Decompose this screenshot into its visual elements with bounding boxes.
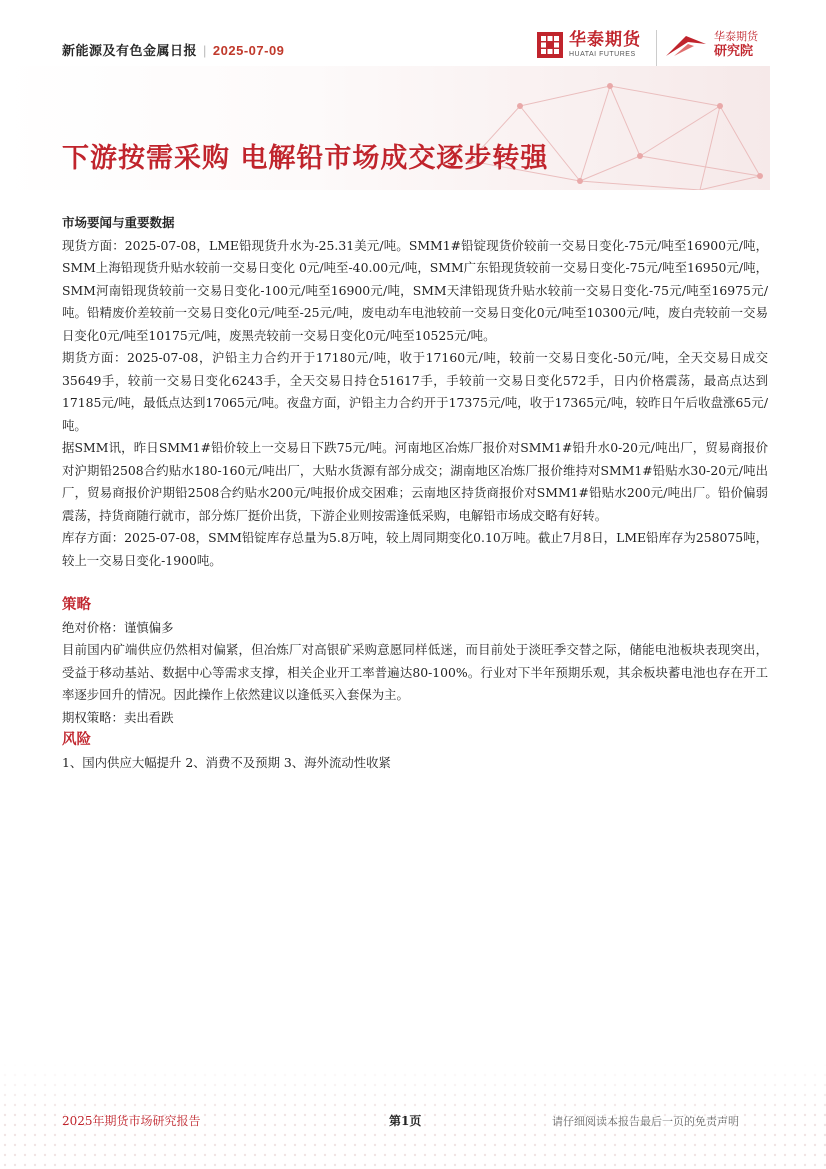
market-news-heading: 市场要闻与重要数据 xyxy=(62,215,175,230)
smm-paragraph: 据SMM讯，昨日SMM1#铅价较上一交易日下跌75元/吨。河南地区冶炼厂报价对SMM1#铅升水0-20元/吨出厂，贸易商报价对沪期铅2508合约贴水180-160元/吨出厂，大贴水货源有部分成交；湖南地区冶炼厂报价维持对SMM1#铅贴水30-20元/吨出厂，贸易商报价沪期铅2508合约贴水200元/吨报价成交困难；云南地区持货商报价对SMM1#铅贴水200元/吨出厂。铅价偏弱震荡，持货商随行就市，部分炼厂挺价出货，下游企业则按需逢低采购，电解铅市场成交略有好转。 xyxy=(62,440,768,523)
report-name: 新能源及有色金属日报 xyxy=(62,43,198,58)
header-separator: | xyxy=(203,43,207,58)
page-number: 第1页 xyxy=(389,1114,422,1128)
disclaimer-note: 请仔细阅读本报告最后一页的免责声明 xyxy=(552,1115,739,1128)
spot-paragraph: 现货方面：2025-07-08，LME铅现货升水为-25.31美元/吨。SMM1#铅锭现货价较前一交易日变化-75元/吨至16900元/吨，SMM上海铅现货升贴水较前一交易日变化 0元/吨至-40.00元/吨，SMM广东铅现货较前一交易日变化-75元/吨至16950元/吨，SMM河南铅现货较前一交易日变化-100元/吨至16900元/吨，SMM天津铅现货升贴水较前一交易日变化-75元/吨至16975元/吨。铅精废价差较前一交易日变化0元/吨至-25元/吨，废电动车电池较前一交易日变化0元/吨至10300元/吨，废白壳较前一交易日变化0元/吨至10175元/吨，废黑壳较前一交易日变化0元/吨至10525元/吨。 xyxy=(62,237,768,343)
logo-en-text: HUATAI FUTURES xyxy=(569,51,636,58)
huatai-futures-logo xyxy=(537,31,641,58)
research-institute-logo xyxy=(664,30,758,60)
logo-cn-text: 华泰期货 xyxy=(569,30,641,49)
report-header xyxy=(62,40,284,59)
futures-paragraph: 期货方面：2025-07-08，沪铅主力合约开于17180元/吨，收于17160元/吨，较前一交易日变化-50元/吨，全天交易日成交35649手，较前一交易日变化6243手，全天交易日持仓51617手，手较前一交易日变化572手，日内价格震荡，最高点达到17185元/吨，最低点达到17065元/吨。夜盘方面，沪铅主力合约开于17375元/吨，收于17365元/吨，较昨日午后收盘涨65元/吨。 xyxy=(62,350,768,433)
risk-heading: 风险 xyxy=(62,732,91,748)
strategy-body: 目前国内矿端供应仍然相对偏紧，但冶炼厂对高银矿采购意愿同样低迷，而目前处于淡旺季交替之际，储能电池板块表现突出，受益于移动基站、数据中心等需求支撑，相关企业开工率普遍达80-100%。行业对下半年预期乐观，其余板块蓄电池也存在开工率逐步回升的情况。因此操作上依然建议以逢低买入套保为主。 xyxy=(62,642,768,702)
strategy-heading: 策略 xyxy=(62,597,91,613)
inventory-paragraph: 库存方面：2025-07-08，SMM铅锭库存总量为5.8万吨，较上周同期变化0.10万吨。截止7月8日，LME铅库存为258075吨，较上一交易日变化-1900吨。 xyxy=(62,530,768,568)
institute-arrow-icon xyxy=(664,30,708,60)
page-title: 下游按需采购 电解铅市场成交逐步转强 xyxy=(62,143,549,174)
footer-report-title: 2025年期货市场研究报告 xyxy=(62,1114,201,1128)
option-strategy: 期权策略：卖出看跌 xyxy=(62,709,174,725)
report-body xyxy=(62,212,768,774)
absolute-price: 绝对价格：谨慎偏多 xyxy=(62,619,174,635)
institute-line2: 研究院 xyxy=(714,42,754,58)
report-date: 2025-07-09 xyxy=(212,43,285,58)
logo-divider xyxy=(656,30,657,66)
institute-line1: 华泰期货 xyxy=(714,31,758,44)
huatai-logo-mark-icon xyxy=(537,32,563,58)
risk-items: 1、国内供应大幅提升 2、消费不及预期 3、海外流动性收紧 xyxy=(62,754,391,770)
